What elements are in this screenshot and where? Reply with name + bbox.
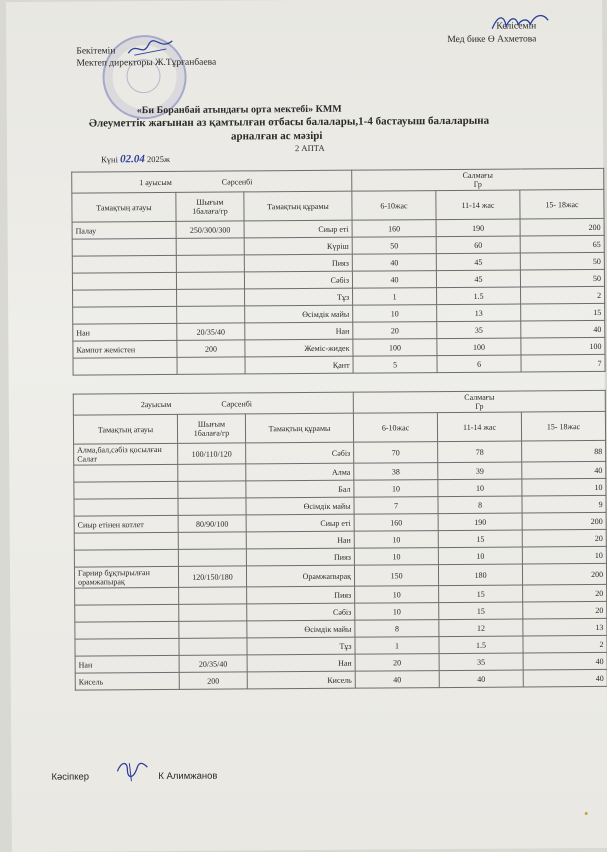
weight-15-18: 88: [522, 440, 606, 462]
nurse-signature: [490, 10, 550, 34]
weight-11-14: 6: [437, 355, 521, 373]
weight-6-10: 8: [355, 620, 439, 638]
dish-name: [72, 272, 176, 290]
ingredient-name: Өсімдік майы: [247, 620, 355, 638]
weight-6-10: 1: [355, 637, 439, 655]
weight-15-18: 50: [520, 252, 604, 270]
weight-6-10: 160: [352, 220, 436, 238]
weight-6-10: 1: [353, 288, 437, 306]
portion-value: 120/150/180: [178, 566, 246, 587]
agree-title: Келісемін: [496, 21, 537, 32]
dish-name: [75, 604, 179, 622]
weight-15-18: 65: [520, 235, 604, 253]
portion-value: [177, 289, 245, 306]
weight-15-18: 200: [522, 563, 606, 585]
weight-unit: Гр: [475, 401, 484, 411]
weight-11-14: 12: [439, 619, 523, 637]
director-signature: [126, 37, 174, 59]
shift-weekday: Сәрсенбі: [221, 398, 253, 409]
portion-value: [176, 272, 244, 289]
weight-11-14: 1.5: [439, 636, 523, 654]
footer-name: К Алимжанов: [158, 770, 218, 783]
weight-15-18: 40: [521, 320, 605, 338]
column-age-6-10: 6-10жас: [353, 413, 437, 443]
ink-dot: [585, 812, 588, 815]
portion-value: [178, 549, 246, 566]
ingredient-name: Орамжапырақ: [246, 565, 354, 587]
portion-value: 250/300/300: [176, 221, 244, 238]
weight-11-14: 1.5: [437, 287, 521, 305]
dish-name: [75, 587, 179, 605]
ingredient-name: Сиыр еті: [244, 220, 352, 238]
portion-value: [178, 481, 246, 498]
weight-15-18: 50: [520, 269, 604, 287]
weight-11-14: 35: [437, 321, 521, 339]
date-line: [101, 153, 170, 165]
portion-value: 200: [179, 672, 247, 689]
menu-title-line1: Әлеуметтік жағынан аз қамтылған отбасы балалары,1-4 бастауыш балаларына: [88, 114, 490, 130]
weight-header: [352, 168, 604, 191]
dish-name: [73, 306, 177, 324]
portion-unit: 1балаға/гр: [192, 206, 228, 216]
weight-11-14: 10: [438, 547, 522, 565]
dish-name: [73, 289, 177, 307]
weight-6-10: 20: [355, 654, 439, 672]
weight-15-18: 40: [522, 461, 606, 479]
footer-role: Кәсіпкер: [51, 771, 90, 783]
weight-15-18: 15: [521, 303, 605, 321]
dish-name: [74, 549, 178, 567]
dish-name: Палау: [72, 221, 176, 239]
dish-name: [75, 638, 179, 656]
portion-value: [178, 498, 246, 515]
ingredient-name: Сиыр еті: [246, 514, 354, 532]
portion-value: 200: [177, 340, 245, 357]
column-composition: Тамақтың құрамы: [245, 413, 353, 443]
portion-value: [179, 621, 247, 638]
weight-6-10: 10: [354, 480, 438, 498]
portion-value: [179, 587, 247, 604]
date-handwritten: 02.04: [120, 153, 145, 166]
weight-15-18: 40: [523, 669, 607, 687]
column-age-6-10: 6-10жас: [352, 191, 436, 221]
ingredient-name: Нан: [247, 654, 355, 672]
weight-15-18: 20: [523, 601, 607, 619]
weight-15-18: 40: [523, 652, 607, 670]
ingredient-name: Өсімдік майы: [245, 305, 353, 323]
column-composition: Тамақтың құрамы: [244, 191, 352, 221]
menu-title-line2: арналған ас мәзірі: [230, 129, 323, 143]
weight-6-10: 40: [352, 254, 436, 272]
weight-15-18: 13: [523, 618, 607, 636]
table-row: [75, 669, 607, 690]
column-age-11-14: 11-14 жас: [437, 412, 521, 442]
shift-weekday: Сәрсенбі: [221, 176, 253, 187]
weight-11-14: 15: [439, 585, 523, 603]
weight-title: Салмағы: [464, 392, 495, 402]
weight-11-14: 45: [436, 253, 520, 271]
column-header-row: [73, 411, 605, 444]
column-age-11-14: 11-14 жас: [436, 190, 520, 220]
shift-cell: [73, 392, 353, 415]
weight-15-18: 20: [523, 584, 607, 602]
portion-value: [178, 464, 246, 481]
portion-value: 100/110/120: [178, 443, 246, 464]
column-portion: [176, 192, 244, 221]
weight-6-10: 7: [354, 497, 438, 515]
dish-name: Кисель: [75, 672, 179, 690]
document-page: [6, 0, 607, 852]
portion-value: [176, 255, 244, 272]
ingredient-name: Пияз: [247, 586, 355, 604]
ingredient-name: Күріш: [244, 237, 352, 255]
portion-unit: 1балаға/гр: [193, 428, 230, 438]
ingredient-name: Нан: [245, 322, 353, 340]
weight-6-10: 70: [354, 442, 438, 464]
weight-title: Салмағы: [462, 170, 493, 180]
portion-value: [179, 604, 247, 621]
weight-11-14: 13: [437, 304, 521, 322]
weight-15-18: 2: [521, 286, 605, 304]
dish-name: [74, 498, 178, 516]
weight-11-14: 78: [438, 441, 522, 463]
portion-value: [177, 306, 245, 323]
dish-name: [74, 481, 178, 499]
weight-6-10: 150: [354, 565, 438, 587]
weight-15-18: 100: [521, 337, 605, 355]
approve-signer: Мектеп директоры Ж.Тұрғанбаева: [76, 57, 217, 69]
dish-name: [73, 357, 177, 375]
weight-11-14: 190: [438, 513, 522, 531]
weight-6-10: 10: [354, 531, 438, 549]
ingredient-name: Пияз: [246, 548, 354, 566]
ingredient-name: Қант: [245, 356, 353, 374]
ingredient-name: Бал: [246, 480, 354, 498]
weight-11-14: 8: [438, 496, 522, 514]
portion-value: [179, 638, 247, 655]
weight-11-14: 15: [439, 602, 523, 620]
ingredient-name: Кисель: [247, 671, 355, 689]
weight-11-14: 180: [438, 564, 522, 586]
menu-table-shift2: [73, 390, 607, 691]
weight-11-14: 10: [438, 479, 522, 497]
weight-15-18: 10: [522, 478, 606, 496]
portion-value: [178, 532, 246, 549]
weight-6-10: 38: [354, 463, 438, 481]
weight-6-10: 50: [352, 237, 436, 255]
table-row: [73, 354, 605, 375]
weight-15-18: 10: [522, 546, 606, 564]
portion-title: Шығым: [196, 197, 224, 207]
dish-name: [74, 464, 178, 482]
portion-value: 20/35/40: [179, 655, 247, 672]
weight-6-10: 10: [355, 603, 439, 621]
weight-11-14: 60: [436, 236, 520, 254]
school-name: «Би Боранбай атындағы орта мектебі» КММ: [136, 103, 342, 117]
dish-name: [75, 621, 179, 639]
dish-name: Кампот жемістен: [73, 340, 177, 358]
weight-6-10: 100: [353, 339, 437, 357]
weight-6-10: 40: [352, 271, 436, 289]
weight-6-10: 5: [353, 356, 437, 374]
column-age-15-18: 15- 18жас: [520, 189, 604, 219]
column-dish: Тамақтың атауы: [73, 414, 177, 444]
ingredient-name: Сәбіз: [246, 442, 354, 464]
weight-11-14: 15: [438, 530, 522, 548]
weight-15-18: 200: [522, 512, 606, 530]
entrepreneur-signature: [115, 757, 149, 783]
ingredient-name: Пияз: [244, 254, 352, 272]
dish-name: [74, 532, 178, 550]
weight-11-14: 40: [439, 670, 523, 688]
portion-value: [176, 238, 244, 255]
column-dish: Тамақтың атауы: [72, 192, 176, 222]
weight-6-10: 20: [353, 322, 437, 340]
ingredient-name: Өсімдік майы: [246, 497, 354, 515]
shift-label: 1 ауысым: [139, 177, 172, 187]
dish-name: [72, 238, 176, 256]
date-year: 2025ж: [146, 153, 170, 165]
menu-table-shift1: [71, 168, 605, 376]
ingredient-name: Алма: [246, 463, 354, 481]
dish-name: Нан: [73, 323, 177, 341]
weight-6-10: 10: [354, 548, 438, 566]
weight-6-10: 10: [355, 586, 439, 604]
weight-11-14: 39: [438, 462, 522, 480]
dish-name: [72, 255, 176, 273]
weight-6-10: 10: [353, 305, 437, 323]
weight-11-14: 100: [437, 338, 521, 356]
weight-6-10: 160: [354, 514, 438, 532]
weight-6-10: 40: [355, 671, 439, 689]
weight-11-14: 45: [436, 270, 520, 288]
shift-label: 2ауысым: [140, 399, 172, 409]
weight-15-18: 20: [522, 529, 606, 547]
column-age-15-18: 15- 18жас: [521, 411, 605, 441]
portion-value: 20/35/40: [177, 323, 245, 340]
column-portion: [177, 414, 245, 443]
approve-title: Бекітемін: [76, 46, 116, 57]
weight-15-18: 2: [523, 635, 607, 653]
weight-unit: Гр: [473, 179, 482, 189]
agree-signer: Мед бике Ө Ахметова: [447, 34, 537, 46]
dish-name: Сиыр етінен котлет: [74, 515, 178, 533]
weight-15-18: 200: [520, 218, 604, 236]
dish-name: Гарнир бұқтырылған орамжапырақ: [74, 566, 178, 588]
column-header-row: [72, 189, 604, 222]
ingredient-name: Сәбіз: [244, 271, 352, 289]
ingredient-name: Тұз: [245, 288, 353, 306]
ingredient-name: Жеміс-жидек: [245, 339, 353, 357]
portion-title: Шығым: [197, 419, 226, 429]
portion-value: [177, 357, 245, 374]
shift-cell: [72, 170, 352, 193]
dish-name: Нан: [75, 655, 179, 673]
ingredient-name: Нан: [246, 531, 354, 549]
weight-header: [353, 390, 605, 413]
portion-value: 80/90/100: [178, 515, 246, 532]
weight-11-14: 190: [436, 219, 520, 237]
dish-name: Алма,бал,сәбіз қосылған Салат: [74, 443, 178, 465]
week-label: 2 АПТА: [294, 142, 325, 154]
weight-15-18: 9: [522, 495, 606, 513]
weight-15-18: 7: [521, 354, 605, 372]
date-prefix: Күні: [101, 154, 118, 165]
ingredient-name: Сәбіз: [247, 603, 355, 621]
ingredient-name: Тұз: [247, 637, 355, 655]
weight-11-14: 35: [439, 653, 523, 671]
